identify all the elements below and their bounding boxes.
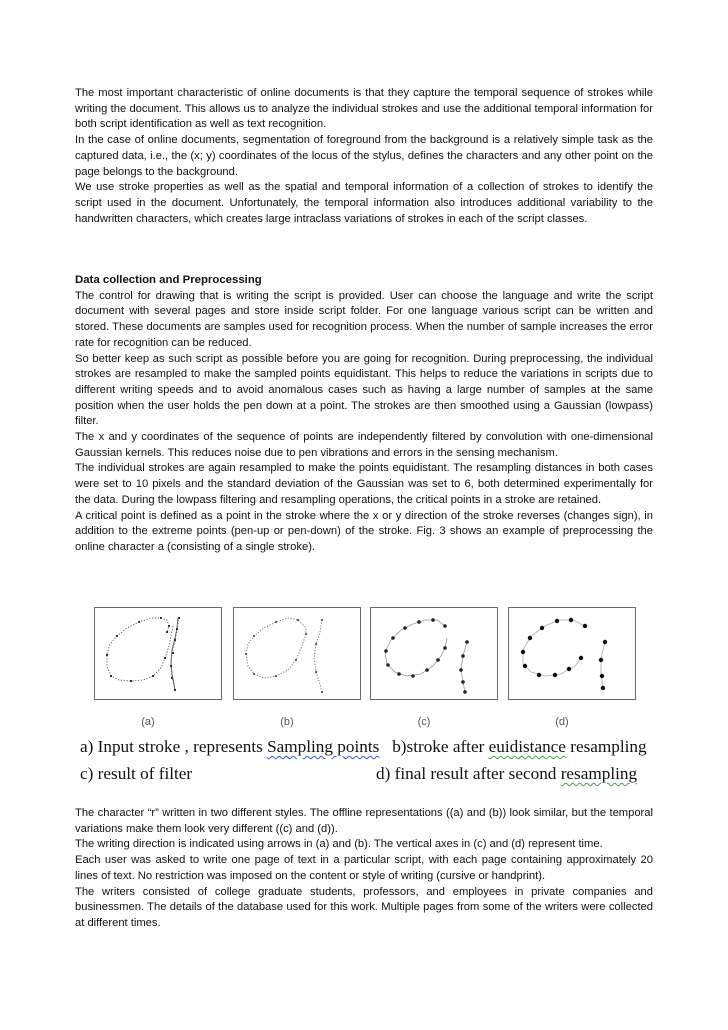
figure-caption-line-1 (80, 737, 647, 757)
caption-segment: b)stroke after (379, 737, 489, 756)
caption-segment: resampling (565, 737, 647, 756)
paragraph: The writers consisted of college graduate students, professors, and employees in private companies and businessmen. The details of the database used for this work. Multiple pages from some of the writers were collected at different times. (75, 885, 653, 929)
paragraph: Each user was asked to write one page of text in a particular script, with each page containing approximately 20 lines of text. No restriction was imposed on the content or style of writing (cursive or handprint). (75, 854, 653, 882)
equidistant-resampled-drawing (234, 608, 360, 699)
paragraph: The most important characteristic of online documents is that they capture the temporal sequence of strokes while writing the document. This allows us to analyze the individual strokes and use the additional temporal information for both script identification as well as text recognition. (75, 87, 653, 131)
caption-segment: a) Input stroke , represents (80, 737, 268, 756)
final-resampled-drawing (509, 608, 635, 699)
caption-segment: resampling (560, 764, 638, 783)
paragraph: So better keep as such script as possible before you are going for recognition. During preprocessing, the individual strokes are resampled to make the sampled points equidistant. This helps to reduce the variations in scripts due to different writing speeds and to avoid anomalous cases such as having a large number of samples at the same position when the user holds the pen down at a point. The strokes are then smoothed using a Gaussian (lowpass) filter. (75, 352, 653, 428)
figure-panel-b (233, 607, 361, 700)
section-heading: Data collection and Preprocessing (75, 274, 262, 286)
intro-section (75, 86, 653, 227)
panel-label-c: (c) (417, 716, 431, 728)
figure-panel-a (94, 607, 222, 700)
panel-label-d: (d) (555, 716, 569, 728)
input-stroke-drawing (95, 608, 221, 699)
figure-panel-d (508, 607, 636, 700)
panel-label-b: (b) (280, 716, 294, 728)
paragraph: The individual strokes are again resampled to make the points equidistant. The resampling distances in both cases were set to 10 pixels and the standard deviation of the Gaussian was set to 6, both determined experimentally for the data. During the lowpass filtering and resampling operations, the critical points in a stroke are retained. (75, 462, 653, 506)
paragraph: The writing direction is indicated using arrows in (a) and (b). The vertical axes in (c) and (d) represent time. (75, 838, 603, 851)
caption-segment: c) result of filter (80, 764, 193, 783)
figure-3 (94, 607, 624, 700)
figure-caption-line-2b (376, 764, 637, 784)
figure-caption-line-2 (80, 764, 192, 784)
paragraph: In the case of online documents, segmentation of foreground from the background is a relatively simple task as the captured data, i.e., the (x; y) coordinates of the locus of the stylus, defines the characters and any other point on the page belongs to the background. (75, 134, 653, 178)
paragraph: The x and y coordinates of the sequence of points are independently filtered by convolution with one-dimensional Gaussian kernels. This reduces noise due to pen vibrations and errors in the sensing mechanism. (75, 431, 653, 459)
paragraph: We use stroke properties as well as the spatial and temporal information of a collection of strokes to identify the script used in the document. Unfortunately, the temporal information also introduces additional variability to the handwritten characters, which creates large intraclass variations of strokes in each of the script classes. (75, 181, 653, 225)
caption-segment: euidistance (488, 737, 566, 756)
panel-label-a: (a) (141, 716, 155, 728)
paragraph: The control for drawing that is writing the script is provided. User can choose the language and write the script document with several pages and store inside script folder. For one language various script can be written and stored. These documents are samples used for recognition process. When the number of sample increases the error rate for recognition can be reduced. (75, 289, 653, 349)
paragraph: The character “r” written in two different styles. The offline representations ((a) and (b)) look similar, but the temporal variations make them look very different ((c) and (d)). (75, 807, 653, 835)
paragraph: A critical point is defined as a point in the stroke where the x or y direction of the stroke reverses (changes sign), in addition to the extreme points (pen-up or pen-down) of the stroke. Fig. 3 shows an example of preprocessing the online character a (consisting of a single stroke). (75, 509, 653, 553)
preprocessing-section (75, 273, 653, 556)
caption-segment: d) final result after second (376, 764, 561, 783)
caption-segment: Sampling points (267, 737, 380, 756)
figure-panel-c (370, 607, 498, 700)
dataset-section (75, 806, 653, 932)
filtered-stroke-drawing (371, 608, 497, 699)
